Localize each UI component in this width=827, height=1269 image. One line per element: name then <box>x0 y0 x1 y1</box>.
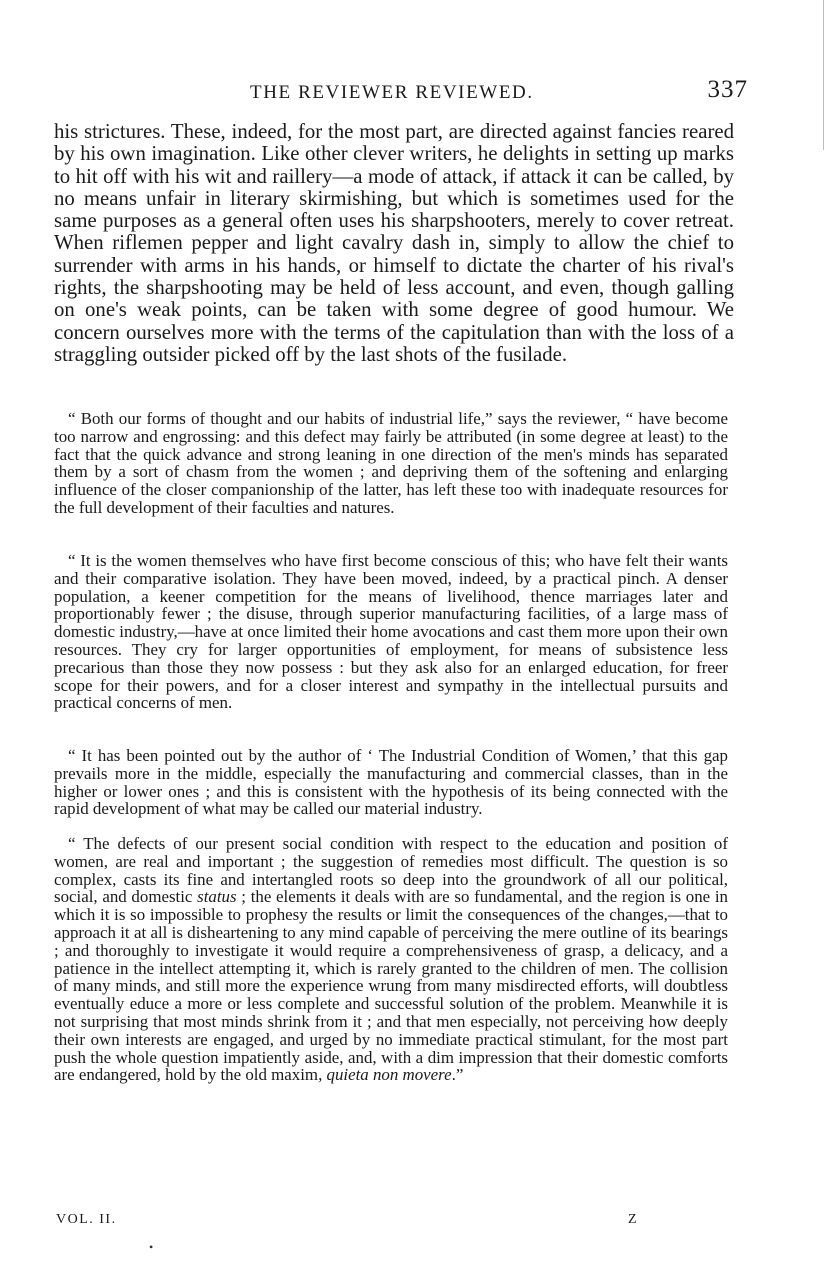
signature-mark: Z <box>628 1212 637 1227</box>
quote-4-italic-maxim: quieta non movere <box>326 1065 452 1085</box>
stray-mark: • <box>149 1240 154 1254</box>
body-paragraph: his strictures. These, indeed, for the most part, are directed against fancies reared by his own imagination. Like other clever writers, he delights in setting up marks to hit off with his wit and raillery—a mode of attack, if attack it can be called, by no means unfair in literary skirmishing, but which is sometimes used for the same purposes as a general often uses his sharpshooters, merely to cover retreat. When riflemen pepper and light cavalry dash in, simply to allow the chief to surrender with arms in his hands, or himself to dictate the charter of his rival's rights, the sharpshooting may be held of less account, and even, though galling on one's weak points, can be taken with some degree of good humour. We concern ourselves more with the terms of the capitulation than with the loss of a straggling outsider picked off by the last shots of the fusilade. <box>54 120 734 366</box>
quote-paragraph-1: “ Both our forms of thought and our habits of industrial life,” says the reviewer, “ have become too narrow and engrossing: and this defect may fairly be attributed (in some degree at least) to the fact that the quick advance and strong leaning in one direction of the men's minds has separated them by a sort of chasm from the women ; and depriving them of the softening and enlarging influence of the closer companionship of the latter, has left these too with inadequate resources for the full development of their faculties and natures. <box>54 409 728 517</box>
page-number: 337 <box>707 76 748 103</box>
quote-4-closing: .” <box>451 1065 464 1085</box>
quote-paragraph-2: “ It is the women themselves who have first become conscious of this; who have felt their wants and their comparative isolation. They have been moved, indeed, by a practical pinch. A denser population, a keener competition for the means of livelihood, thence marriages later and proportionably fewer ; the disuse, through superior manufacturing facilities, of a large mass of domestic industry,—have at once limited their home avocations and cast them more upon their own resources. They cry for larger opportunities of employment, for means of subsistence less precarious than those they now possess : but they ask also for an enlarged education, for freer scope for their powers, and for a closer interest and sympathy in the intellectual pursuits and practical concerns of men. <box>54 551 728 713</box>
quote-paragraph-3: “ It has been pointed out by the author of ‘ The Industrial Condition of Women,’ that this gap prevails more in the middle, especially the manufacturing and commercial classes, than in the higher or lower ones ; and this is consistent with the hypothesis of its being connected with the rapid development of what may be called our material industry. <box>54 746 728 819</box>
quote-4-text-b: ; the elements it deals with are so fundamental, and the region is one in which it is so impossible to prophesy the results or limit the consequences of the changes,—that to approach it at all is disheartening to any mind capable of perceiving the mere outline of its bearings ; and thoroughly to investigate it would require a comprehensiveness of grasp, a delicacy, and a patience in the intellect attempting it, which is rarely granted to the children of men. The collision of many minds, and still more the experience wrung from many misdirected efforts, will doubtless eventually educe a more or less complete and successful solution of the problem. Meanwhile it is not surprising that most minds shrink from it ; and that men especially, not perceiving how deeply their own interests are engaged, and urged by no immediate practical stimulant, for the most part push the whole question impatiently aside, and, with a dim impression that their domestic comforts are endangered, hold by the old maxim, <box>54 887 728 1085</box>
quote-4-text-a: “ The defects of our present social condition with respect to the education and position of women, are real and important ; the suggestion of remedies most difficult. The question is so complex, casts its fine and intertangled roots so deep into the groundwork of all our political, social, and domestic <box>54 834 728 907</box>
quote-4-italic-status: status <box>197 887 237 907</box>
page-edge-rule <box>823 0 824 150</box>
volume-mark: VOL. II. <box>56 1212 117 1227</box>
page-footer <box>50 1212 650 1232</box>
running-head <box>52 76 748 110</box>
running-title: THE REVIEWER REVIEWED. <box>250 82 534 103</box>
quote-paragraph-4 <box>54 835 728 1084</box>
